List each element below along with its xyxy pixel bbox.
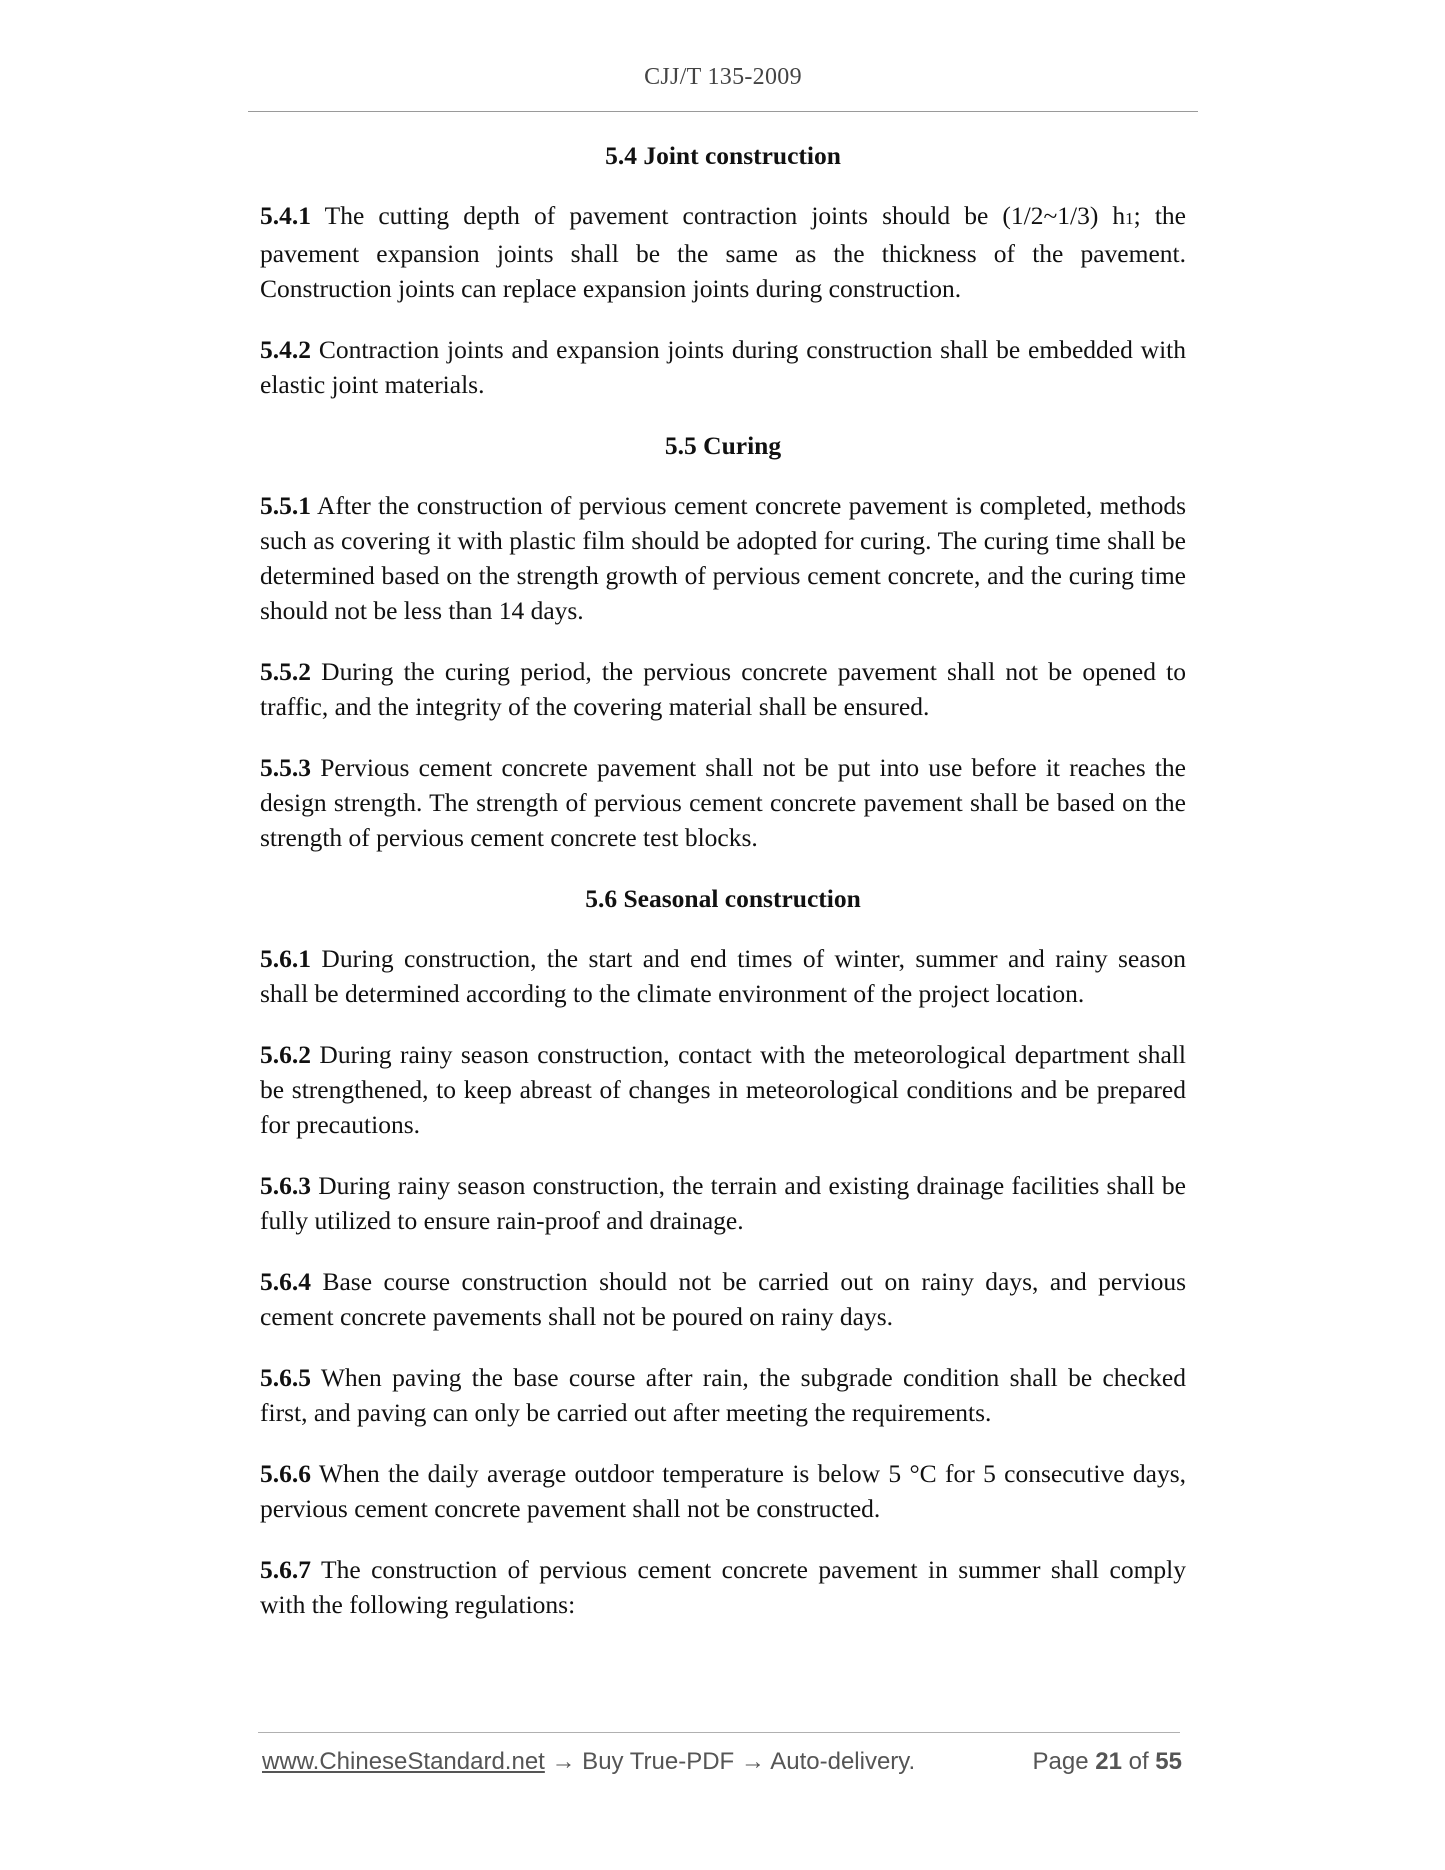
- document-body: [260, 138, 1186, 1648]
- section-title: 5.6 Seasonal construction: [585, 884, 861, 913]
- clause-paragraph: [260, 332, 1186, 402]
- clause-number: 5.5.1: [260, 491, 311, 520]
- clause-paragraph: [260, 1456, 1186, 1526]
- clause-paragraph: [260, 654, 1186, 724]
- page-footer: [262, 1748, 1182, 1784]
- clause-paragraph: [260, 1552, 1186, 1622]
- clause-number: 5.4.1: [260, 201, 311, 230]
- clause-text: The construction of pervious cement concrete pavement in summer shall comply with the following regulations:: [260, 1555, 1186, 1619]
- clause-text: When paving the base course after rain, the subgrade condition shall be checked first, and paving can only be carried out after meeting the requirements.: [260, 1363, 1186, 1427]
- clause-paragraph: [260, 1264, 1186, 1334]
- website-link[interactable]: www.ChineseStandard.net: [262, 1748, 545, 1775]
- clause-number: 5.6.4: [260, 1267, 311, 1296]
- page-current: 21: [1095, 1748, 1122, 1775]
- section-title: 5.5 Curing: [664, 431, 782, 460]
- page-label: Page: [1032, 1748, 1096, 1775]
- clause-text: During the curing period, the pervious concrete pavement shall not be opened to traffic, and the integrity of the covering material shall be ensured.: [260, 657, 1186, 721]
- clause-text: During rainy season construction, the terrain and existing drainage facilities shall be fully utilized to ensure rain-proof and drainage.: [260, 1171, 1186, 1235]
- clause-paragraph: [260, 1168, 1186, 1238]
- footer-promo-text: → Buy True-PDF → Auto-delivery.: [544, 1748, 916, 1775]
- footer-promo: [262, 1748, 915, 1776]
- clause-number: 5.6.5: [260, 1363, 311, 1392]
- clause-paragraph: [260, 750, 1186, 855]
- clause-text: Contraction joints and expansion joints during construction shall be embedded with elastic joint materials.: [260, 335, 1186, 399]
- clause-paragraph: [260, 941, 1186, 1011]
- clause-paragraph: [260, 488, 1186, 628]
- clause-number: 5.5.2: [260, 657, 311, 686]
- clause-paragraph: [260, 198, 1186, 306]
- clause-number: 5.4.2: [260, 335, 311, 364]
- footer-divider: [258, 1732, 1180, 1733]
- clause-text: The cutting depth of pavement contraction joints should be (1/2~1/3) h: [311, 201, 1126, 230]
- clause-number: 5.6.1: [260, 944, 311, 973]
- clause-text: During construction, the start and end times of winter, summer and rainy season shall be determined according to the climate environment of the project location.: [260, 944, 1186, 1008]
- clause-paragraph: [260, 1360, 1186, 1430]
- page-total: 55: [1155, 1748, 1182, 1775]
- clause-text: Base course construction should not be carried out on rainy days, and pervious cement concrete pavements shall not be poured on rainy days.: [260, 1267, 1186, 1331]
- clause-number: 5.5.3: [260, 753, 311, 782]
- clause-number: 5.6.7: [260, 1555, 311, 1584]
- clause-number: 5.6.3: [260, 1171, 311, 1200]
- clause-text: ; the pavement expansion joints shall be the same as the thickness of the pavement. Construction joints can replace expansion joints during construction.: [260, 201, 1186, 303]
- header-divider: [248, 111, 1198, 112]
- running-header: CJJ/T 135-2009: [644, 64, 802, 90]
- clause-text: When the daily average outdoor temperature is below 5 °C for 5 consecutive days, pervious cement concrete pavement shall not be constructed.: [260, 1459, 1186, 1523]
- clause-paragraph: [260, 1037, 1186, 1142]
- page-of-label: of: [1121, 1748, 1156, 1775]
- clause-text: Pervious cement concrete pavement shall not be put into use before it reaches the design strength. The strength of pervious cement concrete pavement shall be based on the strength of pervious cement concrete test blocks.: [260, 753, 1186, 852]
- section-title: 5.4 Joint construction: [605, 141, 841, 170]
- clause-number: 5.6.2: [260, 1040, 311, 1069]
- clause-text: After the construction of pervious cement concrete pavement is completed, methods such as covering it with plastic film should be adopted for curing. The curing time shall be determined based on the strength growth of pervious cement concrete, and the curing time should not be less than 14 days.: [260, 491, 1186, 625]
- page-indicator: [1033, 1748, 1182, 1776]
- clause-text: During rainy season construction, contact with the meteorological department shall be strengthened, to keep abreast of changes in meteorological conditions and be prepared for precautions.: [260, 1040, 1186, 1139]
- subscript: 1: [1125, 209, 1134, 228]
- clause-number: 5.6.6: [260, 1459, 311, 1488]
